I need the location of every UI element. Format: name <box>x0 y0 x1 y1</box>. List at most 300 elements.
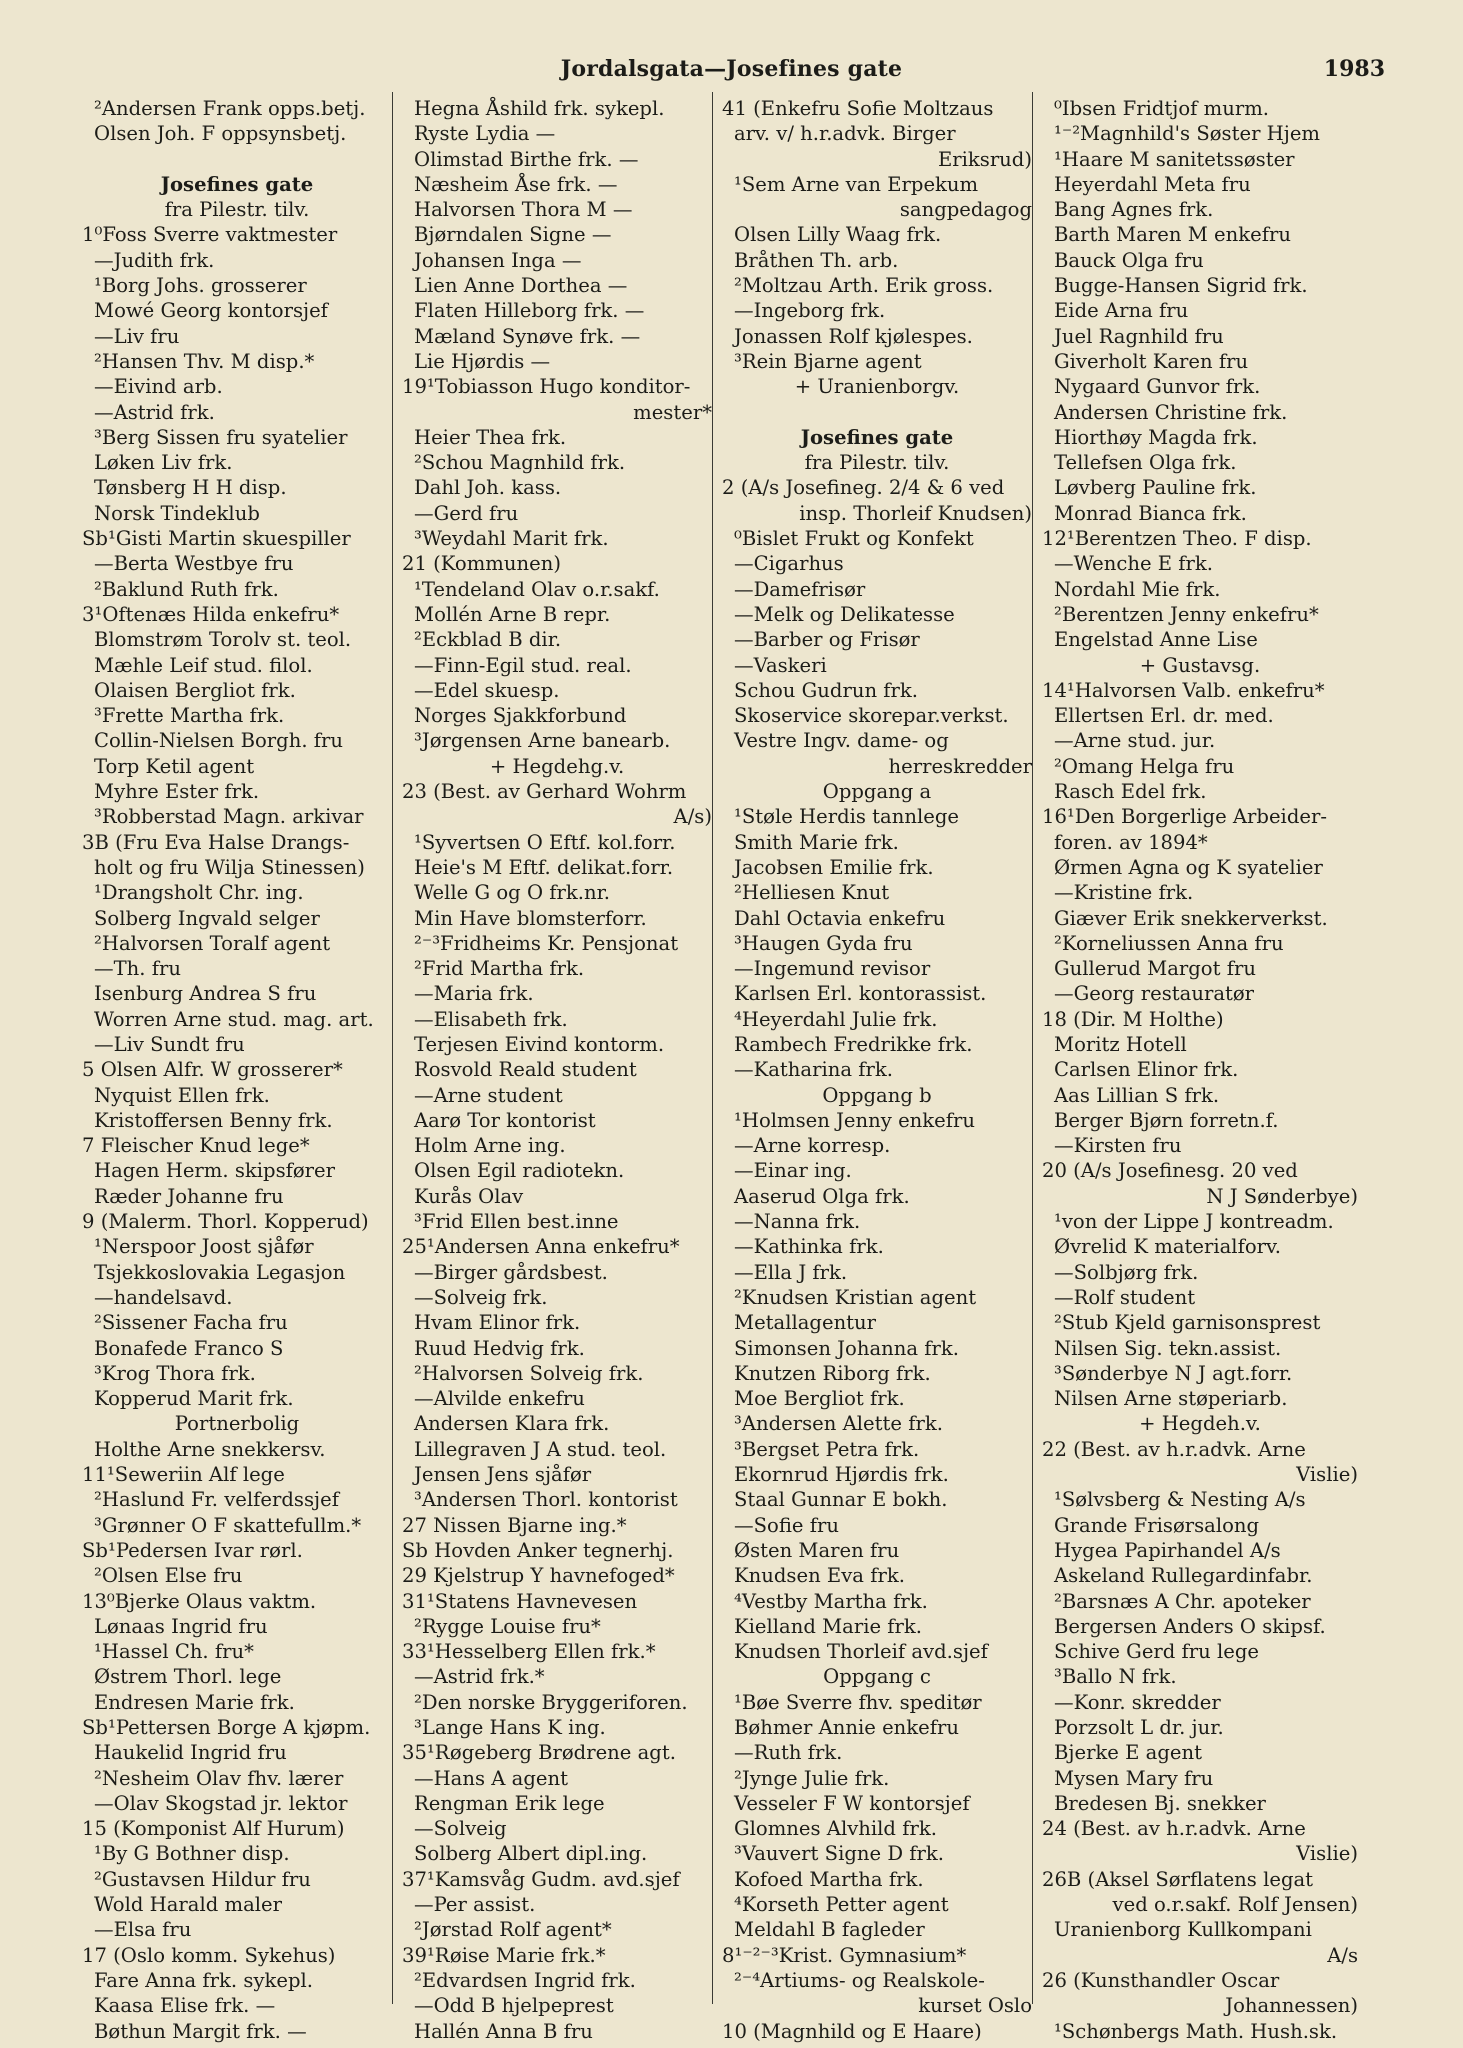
directory-entry: Kielland Marie frk. <box>734 1614 923 1638</box>
directory-entry: ¹Syvertsen O Eftf. kol.forr. <box>414 830 676 854</box>
directory-entry: 15 (Komponist Alf Hurum) <box>82 1817 345 1841</box>
directory-entry: ²⁻⁴Artiums- og Realskole- <box>734 1968 985 1992</box>
directory-entry: ³Ballo N frk. <box>1054 1665 1177 1689</box>
directory-entry: ¹Nerspoor Joost sjåfør <box>94 1235 314 1259</box>
directory-entry: ²Jørstad Rolf agent* <box>414 1918 612 1942</box>
directory-entry: ²Berentzen Jenny enkefru* <box>1054 602 1319 626</box>
directory-entry: Berger Bjørn forretn.f. <box>1054 1108 1279 1132</box>
directory-entry: ¹Bøe Sverre fhv. speditør <box>734 1690 982 1714</box>
directory-entry: holt og fru Wilja Stinessen) <box>94 855 365 879</box>
directory-entry: Næsheim Åse frk. — <box>414 172 618 196</box>
directory-entry: ²Frid Martha frk. <box>414 957 585 981</box>
directory-entry: 24 (Best. av h.r.advk. Arne <box>1042 1817 1306 1841</box>
directory-entry: ³Jørgensen Arne banearb. <box>414 729 671 753</box>
section-subheading: + Uranienborgv. <box>794 375 960 399</box>
directory-entry: ³Vauvert Signe D frk. <box>734 1842 944 1866</box>
directory-entry: 23 (Best. av Gerhard Wohrm <box>402 780 687 804</box>
directory-entry: —Astrid frk.* <box>414 1665 545 1689</box>
directory-entry: ³Haugen Gyda fru <box>734 931 913 955</box>
directory-entry: ¹Drangsholt Chr. ing. <box>94 881 304 905</box>
directory-entry: Giæver Erik snekkerverkst. <box>1054 906 1328 930</box>
directory-entry: —Barber og Frisør <box>734 628 920 652</box>
directory-entry: Gullerud Margot fru <box>1054 957 1256 981</box>
directory-entry: —Ingemund revisor <box>734 957 931 981</box>
directory-entry: foren. av 1894* <box>1054 830 1208 854</box>
directory-entry: —Arne student <box>414 1083 563 1107</box>
directory-entry: ²Den norske Bryggeriforen. <box>414 1690 688 1714</box>
page-header-title: Jordalsgata—Josefines gate <box>560 56 903 82</box>
directory-entry: Bjerke E agent <box>1054 1741 1202 1765</box>
section-subheading: + Hegdehg.v. <box>489 754 625 778</box>
directory-entry: Metallagentur <box>734 1311 877 1335</box>
directory-entry: 26 (Kunsthandler Oscar <box>1042 1968 1280 1992</box>
directory-entry: 13⁰Bjerke Olaus vaktm. <box>82 1589 317 1613</box>
directory-entry: ³Krog Thora frk. <box>94 1361 256 1385</box>
directory-entry: —Kristine frk. <box>1054 881 1194 905</box>
directory-entry: Vesseler F W kontorsjef <box>734 1791 970 1815</box>
directory-entry: Tellefsen Olga frk. <box>1054 451 1237 475</box>
directory-entry: Kristoffersen Benny frk. <box>94 1108 333 1132</box>
directory-entry: Barth Maren M enkefru <box>1054 223 1291 247</box>
directory-entry: Løken Liv frk. <box>94 451 233 475</box>
directory-entry: 14¹Halvorsen Valb. enkefru* <box>1042 678 1325 702</box>
directory-entry: ²Omang Helga fru <box>1054 754 1235 778</box>
directory-entry: Ekornrud Hjørdis frk. <box>734 1463 949 1487</box>
directory-entry: Nilsen Arne støperiarb. <box>1054 1387 1288 1411</box>
directory-entry: Kurås Olav <box>414 1184 524 1208</box>
directory-entry: Østen Maren fru <box>734 1538 900 1562</box>
directory-entry: —Georg restauratør <box>1054 982 1255 1006</box>
directory-entry: ²Halvorsen Toralf agent <box>94 931 331 955</box>
directory-entry: —Kathinka frk. <box>734 1235 884 1259</box>
directory-entry: ¹von der Lippe J kontreadm. <box>1054 1210 1334 1234</box>
directory-entry: ³Robberstad Magn. arkivar <box>94 805 364 829</box>
directory-entry: ¹Støle Herdis tannlege <box>734 805 959 829</box>
directory-entry: ²Nesheim Olav fhv. lærer <box>94 1766 344 1790</box>
directory-entry: ²Baklund Ruth frk. <box>94 577 279 601</box>
directory-entry: —Kirsten fru <box>1054 1134 1182 1158</box>
directory-column-1 <box>82 96 392 2044</box>
directory-entry: arv. v/ h.r.advk. Birger <box>734 122 956 146</box>
directory-entry: Aarø Tor kontorist <box>414 1108 596 1132</box>
directory-entry: —Ruth frk. <box>734 1741 843 1765</box>
directory-entry: Schou Gudrun frk. <box>734 678 919 702</box>
directory-entry: Sb¹Pedersen Ivar rørl. <box>82 1538 303 1562</box>
directory-entry: 33¹Hesselberg Ellen frk.* <box>402 1640 656 1664</box>
directory-entry: Hiorthøy Magda frk. <box>1054 425 1258 449</box>
directory-entry: Lie Hjørdis — <box>414 349 551 373</box>
directory-entry <box>722 400 1032 425</box>
section-heading: Josefines gate <box>160 172 314 196</box>
directory-entry: Myhre Ester frk. <box>94 780 260 804</box>
directory-entry: Welle G og O frk.nr. <box>414 881 611 905</box>
directory-entry: Aaserud Olga frk. <box>734 1184 910 1208</box>
directory-entry: Mowé Georg kontorsjef <box>94 299 328 323</box>
directory-entry: 20 (A/s Josefinesg. 20 ved <box>1042 1159 1298 1183</box>
directory-entry: ³Lange Hans K ing. <box>414 1716 606 1739</box>
directory-entry: insp. Thorleif Knudsen) <box>799 501 1032 525</box>
directory-entry: Engelstad Anne Lise <box>1054 628 1258 652</box>
directory-entry: Rosvold Reald student <box>414 1058 637 1082</box>
directory-entry: Løvberg Pauline frk. <box>1054 476 1257 500</box>
directory-entry: —Eivind arb. <box>94 375 223 399</box>
directory-entry: —Cigarhus <box>734 552 844 576</box>
directory-entry: ²Moltzau Arth. Erik gross. <box>734 274 994 298</box>
directory-entry: Nygaard Gunvor frk. <box>1054 375 1261 399</box>
directory-entry: ²Edvardsen Ingrid frk. <box>414 1968 636 1992</box>
directory-entry: Moritz Hotell <box>1054 1032 1187 1056</box>
directory-entry: Hygea Papirhandel A/s <box>1054 1538 1281 1562</box>
directory-entry: ²Helliesen Knut <box>734 881 890 905</box>
directory-entry: —Solbjørg frk. <box>1054 1260 1199 1284</box>
directory-entry: ²Knudsen Kristian agent <box>734 1285 977 1309</box>
directory-entry: Rambech Fredrikke frk. <box>734 1032 973 1056</box>
directory-entry: A/s) <box>673 805 712 829</box>
directory-entry: Kofoed Martha frk. <box>734 1867 924 1891</box>
directory-column-3 <box>722 96 1032 2044</box>
directory-entry: Blomstrøm Torolv st. teol. <box>94 628 352 652</box>
directory-entry: Isenburg Andrea S fru <box>94 982 317 1006</box>
directory-entry: Sb Hovden Anker tegnerhj. <box>402 1538 674 1562</box>
directory-entry: Torp Ketil agent <box>94 754 255 778</box>
directory-entry: Haukelid Ingrid fru <box>94 1741 287 1765</box>
directory-entry: mester* <box>633 400 712 424</box>
directory-entry: —Maria frk. <box>414 982 534 1006</box>
directory-entry: ³Frid Ellen best.inne <box>414 1210 619 1234</box>
directory-entry: Bonafede Franco S <box>94 1336 284 1360</box>
directory-entry: 16¹Den Borgerlige Arbeider- <box>1042 805 1327 829</box>
directory-entry: Heyerdahl Meta fru <box>1054 172 1251 196</box>
directory-entry: —Ella J frk. <box>734 1260 848 1284</box>
directory-entry: Jensen Jens sjåfør <box>414 1463 592 1487</box>
directory-entry: Wold Harald maler <box>94 1893 282 1917</box>
directory-entry: —Katharina frk. <box>734 1058 893 1082</box>
directory-entry: —Birger gårdsbest. <box>414 1260 608 1284</box>
directory-entry: Ørmen Agna og K syatelier <box>1054 855 1323 879</box>
directory-entry: ³Grønner O F skattefullm.* <box>94 1513 362 1537</box>
directory-entry: Endresen Marie frk. <box>94 1690 295 1714</box>
directory-entry: Staal Gunnar E bokh. <box>734 1488 948 1512</box>
directory-entry: ¹Tendeland Olav o.r.sakf. <box>414 577 660 601</box>
page-number: 1983 <box>1323 56 1385 82</box>
directory-entry: Lønaas Ingrid fru <box>94 1614 268 1638</box>
directory-entry: ²Sissener Facha fru <box>94 1311 288 1335</box>
directory-entry: Giverholt Karen fru <box>1054 349 1249 373</box>
directory-entry: Askeland Rullegardinfabr. <box>1054 1564 1313 1588</box>
section-subheading: Oppgang b <box>822 1083 932 1107</box>
directory-entry: ²Hansen Thv. M disp.* <box>94 349 315 373</box>
directory-entry: ²Olsen Else fru <box>94 1564 243 1588</box>
directory-entry: —Konr. skredder <box>1054 1690 1221 1714</box>
directory-entry: —Olav Skogstad jr. lektor <box>94 1791 348 1815</box>
directory-entry: Sb¹Pettersen Borge A kjøpm. <box>82 1716 371 1739</box>
directory-entry: Mollén Arne B repr. <box>414 602 611 626</box>
directory-entry: —Alvilde enkefru <box>414 1387 585 1411</box>
directory-entry: Meldahl B fagleder <box>734 1918 925 1942</box>
directory-entry: —Edel skuesp. <box>414 678 560 702</box>
directory-entry: ⁴Vestby Martha frk. <box>734 1589 928 1613</box>
directory-entry: 3B (Fru Eva Halse Drangs- <box>82 830 350 854</box>
directory-entry: Karlsen Erl. kontorassist. <box>734 982 987 1006</box>
directory-entry: ¹Borg Johs. grosserer <box>94 274 307 298</box>
directory-entry: Simonsen Johanna frk. <box>734 1336 960 1360</box>
directory-entry: Heier Thea frk. <box>414 425 567 449</box>
directory-entry: Glomnes Alvhild frk. <box>734 1817 937 1841</box>
directory-entry: —Damefrisør <box>734 577 866 601</box>
directory-entry: 18 (Dir. M Holthe) <box>1042 1007 1224 1031</box>
directory-entry: ²Eckblad B dir. <box>414 628 562 652</box>
directory-entry: Øvrelid K materialforv. <box>1054 1235 1281 1259</box>
directory-entry: 29 Kjelstrup Y havnefoged* <box>402 1564 675 1588</box>
section-subheading: Oppgang c <box>823 1665 931 1689</box>
directory-entry: ³Andersen Alette frk. <box>734 1412 943 1436</box>
directory-entry: Nordahl Mie frk. <box>1054 577 1221 601</box>
directory-entry: Lien Anne Dorthea — <box>414 274 628 298</box>
column-divider <box>712 92 713 2004</box>
directory-entry: Olimstad Birthe frk. — <box>414 147 639 171</box>
directory-entry: —Wenche E frk. <box>1054 552 1214 576</box>
directory-entry: 37¹Kamsvåg Gudm. avd.sjef <box>402 1867 680 1891</box>
directory-entry: Eriksrud) <box>937 147 1032 171</box>
directory-entry: 27 Nissen Bjarne ing.* <box>402 1513 627 1537</box>
directory-entry: Moe Bergliot frk. <box>734 1387 905 1411</box>
directory-entry: Johansen Inga — <box>414 248 582 272</box>
directory-entry: ³Weydahl Marit frk. <box>414 527 609 551</box>
directory-entry: ²Rygge Louise fru* <box>414 1614 601 1638</box>
directory-entry: Hvam Elinor frk. <box>414 1311 581 1335</box>
directory-entry: Bredesen Bj. snekker <box>1054 1791 1266 1815</box>
directory-entry: Ruud Hedvig frk. <box>414 1336 585 1360</box>
directory-entry: Norsk Tindeklub <box>94 501 260 525</box>
directory-entry: —Elsa fru <box>94 1918 192 1942</box>
directory-entry: —Arne stud. jur. <box>1054 729 1216 753</box>
directory-entry: —Sofie fru <box>734 1513 839 1537</box>
column-divider <box>392 92 393 2004</box>
directory-entry: Vislie) <box>1296 1842 1358 1866</box>
directory-entry: Bergersen Anders O skipsf. <box>1054 1614 1326 1638</box>
directory-entry <box>82 147 392 172</box>
directory-entry: Vislie) <box>1296 1463 1358 1487</box>
directory-entry: N J Sønderbye) <box>1206 1184 1358 1208</box>
directory-entry: —Judith frk. <box>94 248 215 272</box>
directory-entry: Flaten Hilleborg frk. — <box>414 299 645 323</box>
directory-entry: —Liv fru <box>94 324 180 348</box>
directory-entry: Kopperud Marit frk. <box>94 1387 294 1411</box>
directory-entry: 26B (Aksel Sørflatens legat <box>1042 1867 1314 1891</box>
directory-entry: ved o.r.sakf. Rolf Jensen) <box>1112 1893 1358 1917</box>
directory-entry: —Vaskeri <box>734 653 827 677</box>
directory-entry: herreskredder <box>888 754 1032 778</box>
directory-entry: —Rolf student <box>1054 1285 1196 1309</box>
directory-entry: Olsen Lilly Waag frk. <box>734 223 942 247</box>
directory-entry: Solberg Ingvald selger <box>94 906 320 930</box>
directory-entry: 8¹⁻²⁻³Krist. Gymnasium* <box>722 1943 967 1967</box>
directory-entry: 1⁰Foss Sverre vaktmester <box>82 223 338 247</box>
directory-entry: A/s <box>1327 1943 1358 1967</box>
directory-entry: 35¹Røgeberg Brødrene agt. <box>402 1741 676 1765</box>
directory-entry: ²Halvorsen Solveig frk. <box>414 1361 644 1385</box>
directory-entry: Mæland Synøve frk. — <box>414 324 641 348</box>
directory-entry: ²Jynge Julie frk. <box>734 1766 890 1790</box>
directory-entry: sangpedagog <box>899 198 1032 222</box>
directory-entry: —Einar ing. <box>734 1159 852 1183</box>
directory-entry: —Solveig frk. <box>414 1285 548 1309</box>
directory-entry: 12¹Berentzen Theo. F disp. <box>1042 527 1312 551</box>
directory-entry: Uranienborg Kullkompani <box>1054 1918 1312 1942</box>
directory-entry: ²Stub Kjeld garnisonsprest <box>1054 1311 1321 1335</box>
directory-column-4 <box>1042 96 1358 2044</box>
directory-entry: 22 (Best. av h.r.advk. Arne <box>1042 1437 1306 1461</box>
column-divider <box>1032 92 1033 2004</box>
directory-entry: ¹Sølvsberg & Nesting A/s <box>1054 1488 1306 1512</box>
directory-entry: Sb¹Gisti Martin skuespiller <box>82 527 351 551</box>
directory-entry: —Per assist. <box>414 1893 536 1917</box>
directory-entry: ²Barsnæs A Chr. apoteker <box>1054 1589 1311 1613</box>
directory-entry: Jacobsen Emilie frk. <box>734 855 934 879</box>
section-subheading: fra Pilestr. tilv. <box>804 451 950 475</box>
directory-entry: 21 (Kommunen) <box>402 552 561 576</box>
directory-entry: Johannessen) <box>1225 1994 1358 2018</box>
directory-entry: Andersen Christine frk. <box>1054 400 1288 424</box>
directory-entry: Dahl Octavia enkefru <box>734 906 946 930</box>
directory-column-2 <box>402 96 712 2044</box>
directory-entry: Rasch Edel frk. <box>1054 780 1207 804</box>
directory-entry: 17 (Oslo komm. Sykehus) <box>82 1943 336 1967</box>
directory-entry: Ellertsen Erl. dr. med. <box>1054 704 1274 728</box>
directory-entry: Knudsen Thorleif avd.sjef <box>734 1640 988 1664</box>
directory-entry: Kaasa Elise frk. — <box>94 1994 276 2018</box>
directory-entry: Eide Arna fru <box>1054 299 1189 323</box>
directory-entry: Knutzen Riborg frk. <box>734 1361 931 1385</box>
directory-entry: —Hans A agent <box>414 1766 568 1790</box>
directory-entry: Jonassen Rolf kjølespes. <box>734 324 973 348</box>
directory-entry: Heie's M Eftf. delikat.forr. <box>414 855 674 879</box>
directory-entry: Grande Frisørsalong <box>1054 1513 1260 1537</box>
directory-entry: ³Bergset Petra frk. <box>734 1437 920 1461</box>
directory-entry: ³Sønderbye N J agt.forr. <box>1054 1361 1293 1385</box>
directory-entry: 10 (Magnhild og E Haare) <box>722 2019 982 2043</box>
directory-entry: Lillegraven J A stud. teol. <box>414 1437 667 1461</box>
directory-entry: —Finn-Egil stud. real. <box>414 653 632 677</box>
directory-entry: Bauck Olga fru <box>1054 248 1204 272</box>
directory-entry: Schive Gerd fru lege <box>1054 1640 1260 1664</box>
directory-entry: ⁴Heyerdahl Julie frk. <box>734 1007 938 1031</box>
directory-entry: Olsen Joh. F oppsynsbetj. <box>94 122 347 146</box>
directory-entry: ¹Hassel Ch. fru* <box>94 1640 254 1664</box>
directory-entry: Smith Marie frk. <box>734 830 899 854</box>
directory-entry: Carlsen Elinor frk. <box>1054 1058 1239 1082</box>
directory-entry: —Astrid frk. <box>94 400 215 424</box>
directory-entry: Norges Sjakkforbund <box>414 704 627 728</box>
directory-entry: —Arne korresp. <box>734 1134 891 1158</box>
directory-entry: Rengman Erik lege <box>414 1791 605 1815</box>
directory-entry: 2 (A/s Josefineg. 2/4 & 6 ved <box>722 476 1005 500</box>
directory-entry: Juel Ragnhild fru <box>1054 324 1224 348</box>
directory-entry: ²⁻³Fridheims Kr. Pensjonat <box>414 931 679 955</box>
directory-entry: Bjørndalen Signe — <box>414 223 612 247</box>
directory-entry: Andersen Klara frk. <box>414 1412 610 1436</box>
directory-entry: 3¹Oftenæs Hilda enkefru* <box>82 602 340 626</box>
directory-entry: —Berta Westbye fru <box>94 552 294 576</box>
directory-entry: ⁴Korseth Petter agent <box>734 1893 949 1917</box>
section-subheading: + Hegdeh.v. <box>1139 1412 1261 1436</box>
directory-entry: Olaisen Bergliot frk. <box>94 678 296 702</box>
directory-entry: Tsjekkoslovakia Legasjon <box>94 1260 346 1284</box>
directory-entry: Bøhmer Annie enkefru <box>734 1716 959 1739</box>
directory-entry: Bøthun Margit frk. — <box>94 2019 307 2043</box>
directory-entry: ³Frette Martha frk. <box>94 704 285 728</box>
directory-entry: —Liv Sundt fru <box>94 1032 245 1056</box>
directory-entry: Ræder Johanne fru <box>94 1184 284 1208</box>
directory-entry: —Melk og Delikatesse <box>734 602 955 626</box>
directory-entry: —handelsavd. <box>94 1285 233 1309</box>
directory-entry: 7 Fleischer Knud lege* <box>82 1134 310 1158</box>
directory-entry: 11¹Seweriin Alf lege <box>82 1463 285 1487</box>
directory-entry: ¹By G Bothner disp. <box>94 1842 290 1866</box>
directory-entry: —Odd B hjelpeprest <box>414 1994 614 2018</box>
directory-entry: ¹Schønbergs Math. Hush.sk. <box>1054 2019 1338 2043</box>
directory-entry: 39¹Røise Marie frk.* <box>402 1943 606 1967</box>
directory-entry: Mysen Mary fru <box>1054 1766 1214 1790</box>
directory-entry: Worren Arne stud. mag. art. <box>94 1007 374 1031</box>
directory-entry: Tønsberg H H disp. <box>94 476 287 500</box>
directory-entry: 31¹Statens Havnevesen <box>402 1589 638 1613</box>
directory-entry: Holthe Arne snekkersv. <box>94 1437 326 1461</box>
directory-entry: 41 (Enkefru Sofie Moltzaus <box>722 97 994 120</box>
directory-entry: ²Schou Magnhild frk. <box>414 451 626 475</box>
directory-entry: Mæhle Leif stud. filol. <box>94 653 313 677</box>
directory-entry: Aas Lillian S frk. <box>1054 1083 1220 1107</box>
directory-entry: Min Have blomsterforr. <box>414 906 647 930</box>
directory-entry: 5 Olsen Alfr. W grosserer* <box>82 1058 343 1082</box>
directory-entry: 19¹Tobiasson Hugo konditor- <box>402 375 691 399</box>
section-subheading: fra Pilestr. tilv. <box>164 198 310 222</box>
directory-entry: Halvorsen Thora M — <box>414 198 633 222</box>
directory-entry: kurset Oslo <box>918 1994 1032 2018</box>
directory-entry: Nyquist Ellen frk. <box>94 1083 270 1107</box>
directory-entry: ⁰Bislet Frukt og Konfekt <box>734 527 974 551</box>
directory-entry: ¹Sem Arne van Erpekum <box>734 172 979 196</box>
directory-entry: ¹⁻²Magnhild's Søster Hjem <box>1054 122 1320 146</box>
directory-entry: Monrad Bianca frk. <box>1054 501 1247 525</box>
directory-entry: ⁰Ibsen Fridtjof murm. <box>1054 97 1270 120</box>
directory-entry: Terjesen Eivind kontorm. <box>414 1032 665 1056</box>
directory-entry: Collin-Nielsen Borgh. fru <box>94 729 344 753</box>
section-heading: Josefines gate <box>800 425 954 449</box>
directory-entry: ¹Holmsen Jenny enkefru <box>734 1108 975 1132</box>
directory-entry: Bråthen Th. arb. <box>734 248 899 272</box>
directory-entry: Bang Agnes frk. <box>1054 198 1214 222</box>
directory-entry: Østrem Thorl. lege <box>94 1665 282 1689</box>
directory-entry: Hagen Herm. skipsfører <box>94 1159 336 1183</box>
directory-entry: Solberg Albert dipl.ing. <box>414 1842 648 1866</box>
directory-entry: ²Gustavsen Hildur fru <box>94 1867 311 1891</box>
section-subheading: + Gustavsg. <box>1139 653 1261 677</box>
directory-entry: —Th. fru <box>94 957 181 981</box>
section-subheading: Portnerbolig <box>174 1412 300 1436</box>
directory-entry: —Elisabeth frk. <box>414 1007 568 1031</box>
directory-entry: Nilsen Sig. tekn.assist. <box>1054 1336 1282 1360</box>
directory-entry: ³Berg Sissen fru syatelier <box>94 425 348 449</box>
directory-entry: ²Andersen Frank opps.betj. <box>94 97 366 120</box>
directory-entry: ²Haslund Fr. velferdssjef <box>94 1488 339 1512</box>
directory-entry: —Gerd fru <box>414 501 519 525</box>
directory-entry: Ryste Lydia — <box>414 122 556 146</box>
directory-entry: Porzsolt L dr. jur. <box>1054 1716 1224 1739</box>
directory-entry: Dahl Joh. kass. <box>414 476 562 500</box>
directory-entry: —Nanna frk. <box>734 1210 861 1234</box>
directory-entry: Skoservice skorepar.verkst. <box>734 704 1009 728</box>
